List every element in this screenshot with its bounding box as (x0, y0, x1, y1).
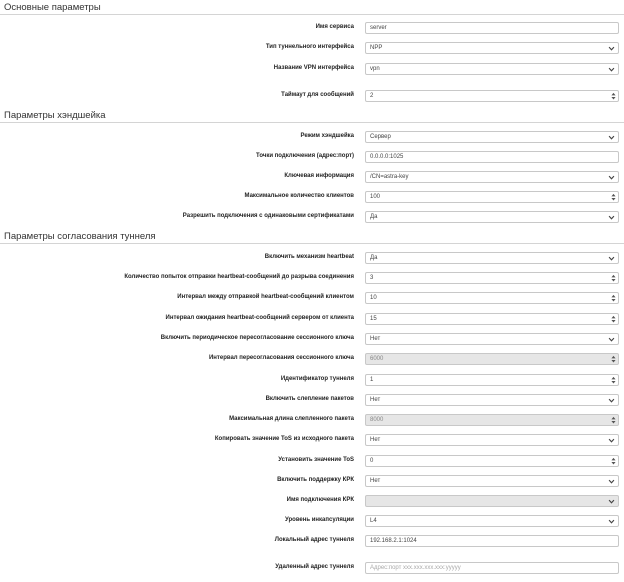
section-divider (0, 243, 624, 244)
text-input[interactable] (365, 562, 619, 574)
field-value: Сервер (370, 134, 391, 140)
select-dropdown[interactable] (365, 131, 619, 143)
field-value: Да (370, 214, 378, 220)
select-dropdown[interactable] (365, 333, 619, 345)
chevron-down-icon (608, 134, 615, 141)
field-label: Таймаут для сообщений (281, 92, 354, 98)
chevron-down-icon (608, 478, 615, 485)
select-dropdown (365, 495, 619, 507)
chevron-down-icon (608, 518, 615, 525)
section-divider (0, 14, 624, 15)
field-value: 0 (370, 458, 374, 464)
field-label: Интервал ожидания heartbeat-сообщений сервером от клиента (165, 315, 354, 321)
field-value: /CN=astra-key (370, 174, 409, 180)
field-value: Нет (370, 397, 381, 403)
section-title-tunnel: Параметры согласования туннеля (4, 231, 156, 242)
field-value: 3 (370, 275, 374, 281)
chevron-down-icon (608, 437, 615, 444)
chevron-down-icon (608, 66, 615, 73)
spinner-arrows-icon[interactable] (611, 274, 616, 283)
field-value: 192.168.2.1:1024 (370, 538, 417, 544)
field-label: Включить периодическое пересогласование сессионного ключа (160, 335, 354, 341)
field-value: L4 (370, 518, 377, 524)
field-label: Уровень инкапсуляции (284, 517, 354, 523)
spinner-arrows-icon[interactable] (611, 193, 616, 202)
field-value: 0.0.0.0:1025 (370, 154, 404, 160)
select-dropdown[interactable] (365, 394, 619, 406)
field-label: Локальный адрес туннеля (274, 537, 354, 543)
spinner-arrows-icon[interactable] (611, 457, 616, 466)
chevron-down-icon (608, 214, 615, 221)
spinner-arrows-icon[interactable] (611, 294, 616, 303)
number-input[interactable] (365, 292, 619, 304)
text-input[interactable] (365, 535, 619, 547)
field-label: Название VPN интерфейса (273, 65, 354, 71)
input-placeholder: Адрес:порт xxx.xxx.xxx.xxx:yyyyy (370, 565, 461, 571)
chevron-down-icon (608, 498, 615, 505)
select-dropdown[interactable] (365, 434, 619, 446)
number-input (365, 353, 619, 365)
field-value: 1 (370, 377, 374, 383)
field-label: Копировать значение ToS из исходного пакета (214, 436, 354, 442)
spinner-arrows-icon (611, 355, 616, 364)
field-label: Установить значение ToS (278, 457, 354, 463)
field-label: Разрешить подключения с одинаковыми сертификатами (182, 213, 354, 219)
text-input[interactable] (365, 22, 619, 34)
field-value: NPP (370, 45, 383, 51)
spinner-arrows-icon[interactable] (611, 92, 616, 101)
section-title-basic: Основные параметры (4, 2, 101, 13)
field-value: 10 (370, 295, 377, 301)
field-label: Тип туннельного интерфейса (265, 44, 354, 50)
chevron-down-icon (608, 255, 615, 262)
field-label: Интервал пересогласования сессионного ключа (208, 355, 354, 361)
section-divider (0, 122, 624, 123)
field-label: Включить механизм heartbeat (264, 254, 354, 260)
field-value: Нет (370, 478, 381, 484)
number-input[interactable] (365, 90, 619, 102)
select-dropdown[interactable] (365, 42, 619, 54)
field-label: Ключевая информация (284, 173, 354, 179)
select-dropdown[interactable] (365, 211, 619, 223)
chevron-down-icon (608, 397, 615, 404)
field-value: server (370, 25, 387, 31)
select-dropdown[interactable] (365, 252, 619, 264)
field-label: Включить слепление пакетов (265, 396, 354, 402)
number-input[interactable] (365, 374, 619, 386)
field-label: Максимальная длина слепленного пакета (229, 416, 354, 422)
chevron-down-icon (608, 174, 615, 181)
number-input (365, 414, 619, 426)
field-label: Идентификатор туннеля (280, 376, 354, 382)
number-input[interactable] (365, 272, 619, 284)
select-dropdown[interactable] (365, 515, 619, 527)
chevron-down-icon (608, 45, 615, 52)
field-label: Максимальное количество клиентов (244, 193, 354, 199)
field-label: Удаленный адрес туннеля (275, 564, 354, 570)
number-input[interactable] (365, 191, 619, 203)
field-value: 8000 (370, 417, 384, 423)
field-label: Включить поддержку КРК (277, 477, 354, 483)
chevron-down-icon (608, 336, 615, 343)
field-value: Да (370, 255, 378, 261)
field-label: Интервал между отправкой heartbeat-сообщений клиентом (177, 294, 354, 300)
number-input[interactable] (365, 455, 619, 467)
section-title-handshake: Параметры хэндшейка (4, 110, 106, 121)
field-label: Имя подключения КРК (286, 497, 354, 503)
spinner-arrows-icon (611, 416, 616, 425)
select-dropdown[interactable] (365, 171, 619, 183)
select-dropdown[interactable] (365, 475, 619, 487)
field-value: Нет (370, 437, 381, 443)
number-input[interactable] (365, 313, 619, 325)
field-label: Имя сервиса (315, 24, 354, 30)
field-label: Количество попыток отправки heartbeat-сообщений до разрыва соединения (124, 274, 354, 280)
field-value: 100 (370, 194, 381, 200)
field-value: 2 (370, 93, 374, 99)
select-dropdown[interactable] (365, 63, 619, 75)
field-label: Точки подключения (адрес:порт) (256, 153, 354, 159)
spinner-arrows-icon[interactable] (611, 376, 616, 385)
field-value: 6000 (370, 356, 384, 362)
field-label: Режим хэндшейка (300, 133, 354, 139)
spinner-arrows-icon[interactable] (611, 315, 616, 324)
field-value: 15 (370, 316, 377, 322)
text-input[interactable] (365, 151, 619, 163)
field-value: vpn (370, 66, 380, 72)
field-value: Нет (370, 336, 381, 342)
